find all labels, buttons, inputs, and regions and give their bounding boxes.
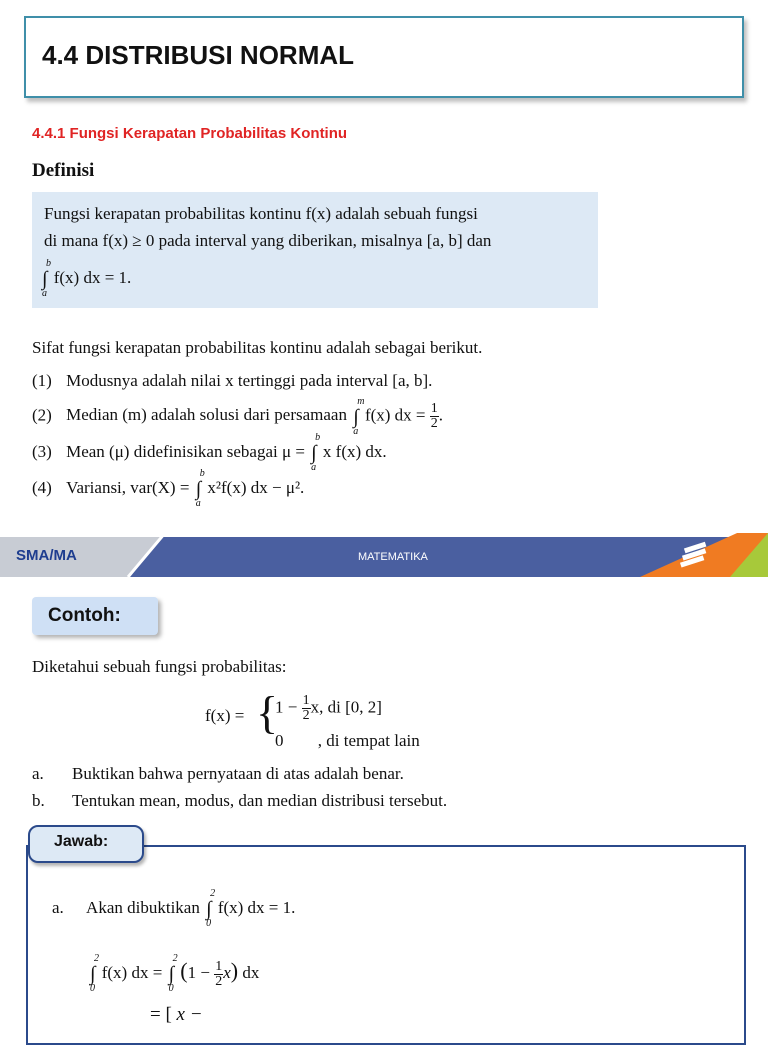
definition-line-1: Fungsi kerapatan probabilitas kontinu f(x) adalah sebuah fungsi bbox=[44, 204, 478, 223]
section-title: 4.4.1 Fungsi Kerapatan Probabilitas Kontinu bbox=[32, 125, 348, 142]
paren-close: ) bbox=[230, 958, 239, 983]
paren-open: ( bbox=[180, 958, 188, 983]
answer-line-2-right: dx bbox=[242, 963, 260, 982]
piecewise-case-2 bbox=[275, 731, 420, 751]
example-item-label: b. bbox=[32, 791, 45, 810]
example-item-b bbox=[32, 791, 448, 811]
example-item-a bbox=[32, 764, 404, 784]
answer-line-3: = [ x − bbox=[150, 1004, 203, 1025]
integral-sign: ∫ m a bbox=[353, 395, 365, 437]
integral-sign: ∫ b a bbox=[195, 468, 205, 510]
case-1-domain: x, di [0, 2] bbox=[310, 697, 382, 717]
property-number: (4) bbox=[32, 478, 52, 497]
property-number: (3) bbox=[32, 442, 52, 461]
property-text: Variansi, var(X) = bbox=[66, 478, 190, 497]
footer-school-label: SMA/MA bbox=[16, 547, 77, 564]
definition-heading: Definisi bbox=[32, 160, 95, 181]
example-item-label: a. bbox=[32, 764, 44, 783]
definition-line-3 bbox=[40, 258, 132, 300]
case-2-domain: , di tempat lain bbox=[317, 731, 420, 750]
function-name: f(x) = bbox=[205, 706, 245, 725]
definition-line-3-text: f(x) dx = 1. bbox=[53, 268, 132, 287]
answer-line-2: ∫ 2 0 f(x) dx = ∫ 2 0 (1 − $\frac{1}{2}$ x) dx bbox=[90, 953, 260, 995]
answer-line-1-text: Akan dibuktikan bbox=[86, 898, 200, 917]
integral-sign: ∫ 2 0 bbox=[206, 888, 216, 930]
property-text: Mean (μ) didefinisikan sebagai μ = bbox=[66, 442, 305, 461]
example-intro: Diketahui sebuah fungsi probabilitas: bbox=[32, 657, 287, 676]
answer-line-3-text: x − bbox=[176, 1004, 203, 1025]
fraction-one-half: $\frac{1}{2}$ bbox=[215, 958, 223, 989]
integral-sign: ∫ 2 0 bbox=[168, 953, 178, 995]
property-item-2: (2) Median (m) adalah solusi dari persamaan ∫ m a f(x) dx = $\frac{1}{2}$ . bbox=[32, 395, 444, 437]
piecewise-brace: { bbox=[256, 687, 279, 738]
integral-sign: ∫ b a bbox=[42, 258, 51, 300]
answer-box bbox=[26, 845, 746, 1045]
answer-tab-label: Jawab: bbox=[54, 833, 109, 850]
property-number: (1) bbox=[32, 371, 52, 390]
page-title: 4.4 DISTRIBUSI NORMAL bbox=[42, 40, 355, 70]
case-1-expression: 1 − bbox=[275, 697, 298, 717]
property-text: Median (m) adalah solusi dari persamaan bbox=[66, 405, 347, 425]
integral-sign: ∫ 2 0 bbox=[90, 953, 99, 995]
answer-line-2-left: f(x) dx = bbox=[101, 963, 163, 982]
property-item-3 bbox=[32, 432, 387, 474]
footer-subject-label: MATEMATIKA bbox=[358, 551, 428, 563]
property-formula: x²f(x) dx − μ². bbox=[207, 478, 305, 497]
piecewise-case-1 bbox=[275, 694, 382, 723]
definition-line-2: di mana f(x) ≥ 0 pada interval yang diberikan, misalnya [a, b] dan bbox=[44, 231, 492, 250]
example-item-text: Tentukan mean, modus, dan median distribusi tersebut. bbox=[72, 791, 448, 810]
fraction-one-half: $\frac{1}{2}$ bbox=[430, 401, 438, 431]
example-tab-label: Contoh: bbox=[48, 605, 121, 626]
property-text: Modusnya adalah nilai x tertinggi pada interval [a, b]. bbox=[66, 371, 433, 390]
property-formula: x f(x) dx. bbox=[322, 442, 387, 461]
properties-intro: Sifat fungsi kerapatan probabilitas kontinu adalah sebagai berikut. bbox=[32, 338, 483, 357]
case-2-expression: 0 bbox=[275, 731, 284, 750]
example-item-text: Buktikan bahwa pernyataan di atas adalah benar. bbox=[72, 764, 404, 783]
property-item-1 bbox=[32, 371, 432, 391]
fraction-one-half: $\frac{1}{2}$ bbox=[302, 693, 310, 723]
answer-item-label: a. bbox=[52, 898, 64, 917]
property-item-4 bbox=[32, 468, 305, 510]
answer-line-1-formula: f(x) dx = 1. bbox=[217, 898, 296, 917]
property-formula: f(x) dx = bbox=[364, 405, 426, 425]
integral-sign: ∫ b a bbox=[311, 432, 321, 474]
answer-line-2-expression: 1 − bbox=[187, 963, 210, 982]
property-number: (2) bbox=[32, 405, 52, 425]
answer-line-1 bbox=[52, 888, 296, 930]
